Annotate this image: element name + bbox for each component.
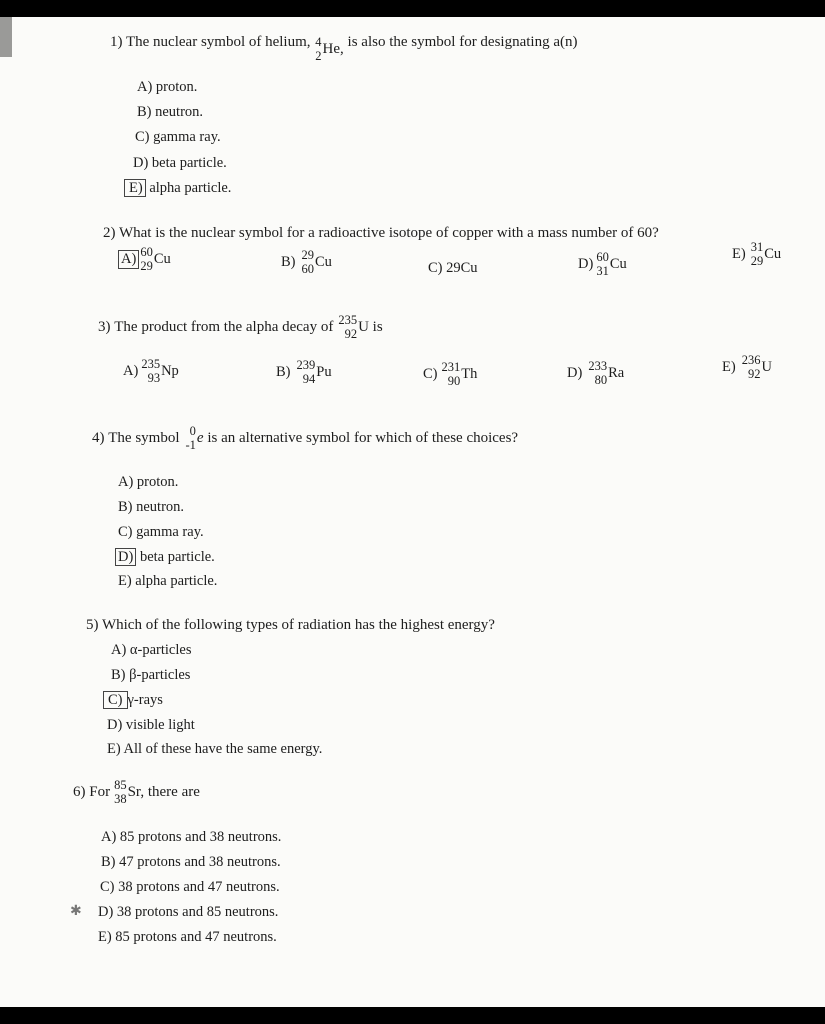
q5-option-a[interactable]: A) α-particles	[111, 642, 192, 658]
q6-option-c[interactable]: C) 38 protons and 47 neutrons.	[100, 879, 280, 895]
q3-option-d[interactable]: D) 233 80 Ra	[567, 359, 625, 387]
question-2	[103, 225, 659, 242]
q2-option-a-marker: A)	[118, 250, 139, 269]
q6-option-d[interactable]: D) 38 protons and 85 neutrons.	[98, 904, 279, 920]
q2-option-d[interactable]: D) 60 31 Cu	[578, 250, 627, 278]
q1-atomic-number: 2	[315, 49, 322, 63]
q1-option-d[interactable]: D) beta particle.	[133, 155, 227, 171]
q2-option-c[interactable]: C) 29Cu	[428, 260, 478, 276]
q2-number: 2)	[103, 225, 116, 241]
q3-option-a[interactable]: A) 235 93 Np	[123, 357, 179, 385]
q1-option-a[interactable]: A) proton.	[137, 79, 198, 95]
question-5	[86, 617, 495, 634]
q1-helium-isotope	[314, 35, 344, 63]
q1-symbol: He,	[322, 40, 344, 57]
q3-option-b[interactable]: B) 239 94 Pu	[276, 358, 332, 386]
q1-mass-number: 4	[315, 35, 322, 49]
q3-text-before: The product from the alpha decay of	[114, 318, 334, 335]
question-4: 4) The symbol 0 -1 e is an alternative symbol for which of these choices?	[92, 424, 519, 452]
q1-option-b[interactable]: B) neutron.	[137, 104, 204, 120]
q6-number: 6) For	[73, 783, 111, 800]
q1-option-e-selected-marker: E)	[124, 179, 146, 197]
question-1	[110, 34, 578, 63]
q5-option-d[interactable]: D) visible light	[107, 717, 195, 733]
q4-option-c[interactable]: C) gamma ray.	[118, 524, 204, 540]
q1-option-c[interactable]: C) gamma ray.	[135, 129, 221, 145]
q1-text-after: is also the symbol for designating a(n)	[347, 34, 578, 50]
q1-option-e-text: alpha particle.	[149, 180, 232, 196]
q5-option-c[interactable]	[106, 692, 163, 709]
q2-option-e[interactable]: E) 31 29 Cu	[732, 240, 782, 268]
q4-number: 4)	[92, 429, 105, 446]
q4-option-d-selected-marker: D)	[115, 548, 136, 566]
q3-number: 3)	[98, 318, 111, 335]
q2-option-a[interactable]: A) 60 29 Cu	[121, 245, 171, 273]
question-3: 3) The product from the alpha decay of 235 92 U is	[98, 313, 383, 341]
q5-number: 5)	[86, 617, 99, 633]
q4-symbol: e	[196, 429, 204, 446]
q5-option-c-text: γ-rays	[127, 692, 163, 708]
q6-option-e[interactable]: E) 85 protons and 47 neutrons.	[98, 929, 277, 945]
q2-option-b[interactable]: B) 29 60 Cu	[281, 248, 332, 276]
q2-text: What is the nuclear symbol for a radioactive isotope of copper with a mass number of 60?	[118, 225, 659, 241]
q1-option-e[interactable]	[131, 180, 231, 197]
q3-option-e[interactable]: E) 236 92 U	[722, 353, 772, 381]
page-edge-shadow	[0, 17, 12, 57]
q4-text-before: The symbol	[108, 429, 180, 446]
bottom-black-bar	[0, 1007, 825, 1024]
q6-symbol: Sr,	[127, 783, 145, 800]
asterisk-mark-icon: ✱	[70, 904, 82, 919]
question-6: 6) For 85 38 Sr, there are	[73, 778, 200, 806]
q5-option-c-selected-marker: C)	[103, 691, 128, 709]
q1-number: 1)	[110, 34, 123, 50]
q4-option-b[interactable]: B) neutron.	[118, 499, 185, 515]
q4-option-e[interactable]: E) alpha particle.	[118, 573, 218, 589]
top-black-bar	[0, 0, 825, 17]
q1-text-before: The nuclear symbol of helium,	[125, 34, 311, 50]
q6-option-a[interactable]: A) 85 protons and 38 neutrons.	[101, 829, 282, 845]
q4-option-d-text: beta particle.	[139, 549, 215, 565]
q4-option-a[interactable]: A) proton.	[118, 474, 179, 490]
q4-option-d[interactable]	[118, 549, 215, 566]
q5-text: Which of the following types of radiation has the highest energy?	[101, 617, 495, 633]
q3-symbol: U is	[358, 318, 383, 335]
q4-text-after: is an alternative symbol for which of these choices?	[207, 429, 519, 446]
q6-option-b[interactable]: B) 47 protons and 38 neutrons.	[101, 854, 281, 870]
q3-option-c[interactable]: C) 231 90 Th	[423, 360, 478, 388]
q5-option-e[interactable]: E) All of these have the same energy.	[107, 741, 323, 757]
q6-text-after: there are	[147, 783, 200, 800]
q5-option-b[interactable]: B) β-particles	[111, 667, 191, 683]
